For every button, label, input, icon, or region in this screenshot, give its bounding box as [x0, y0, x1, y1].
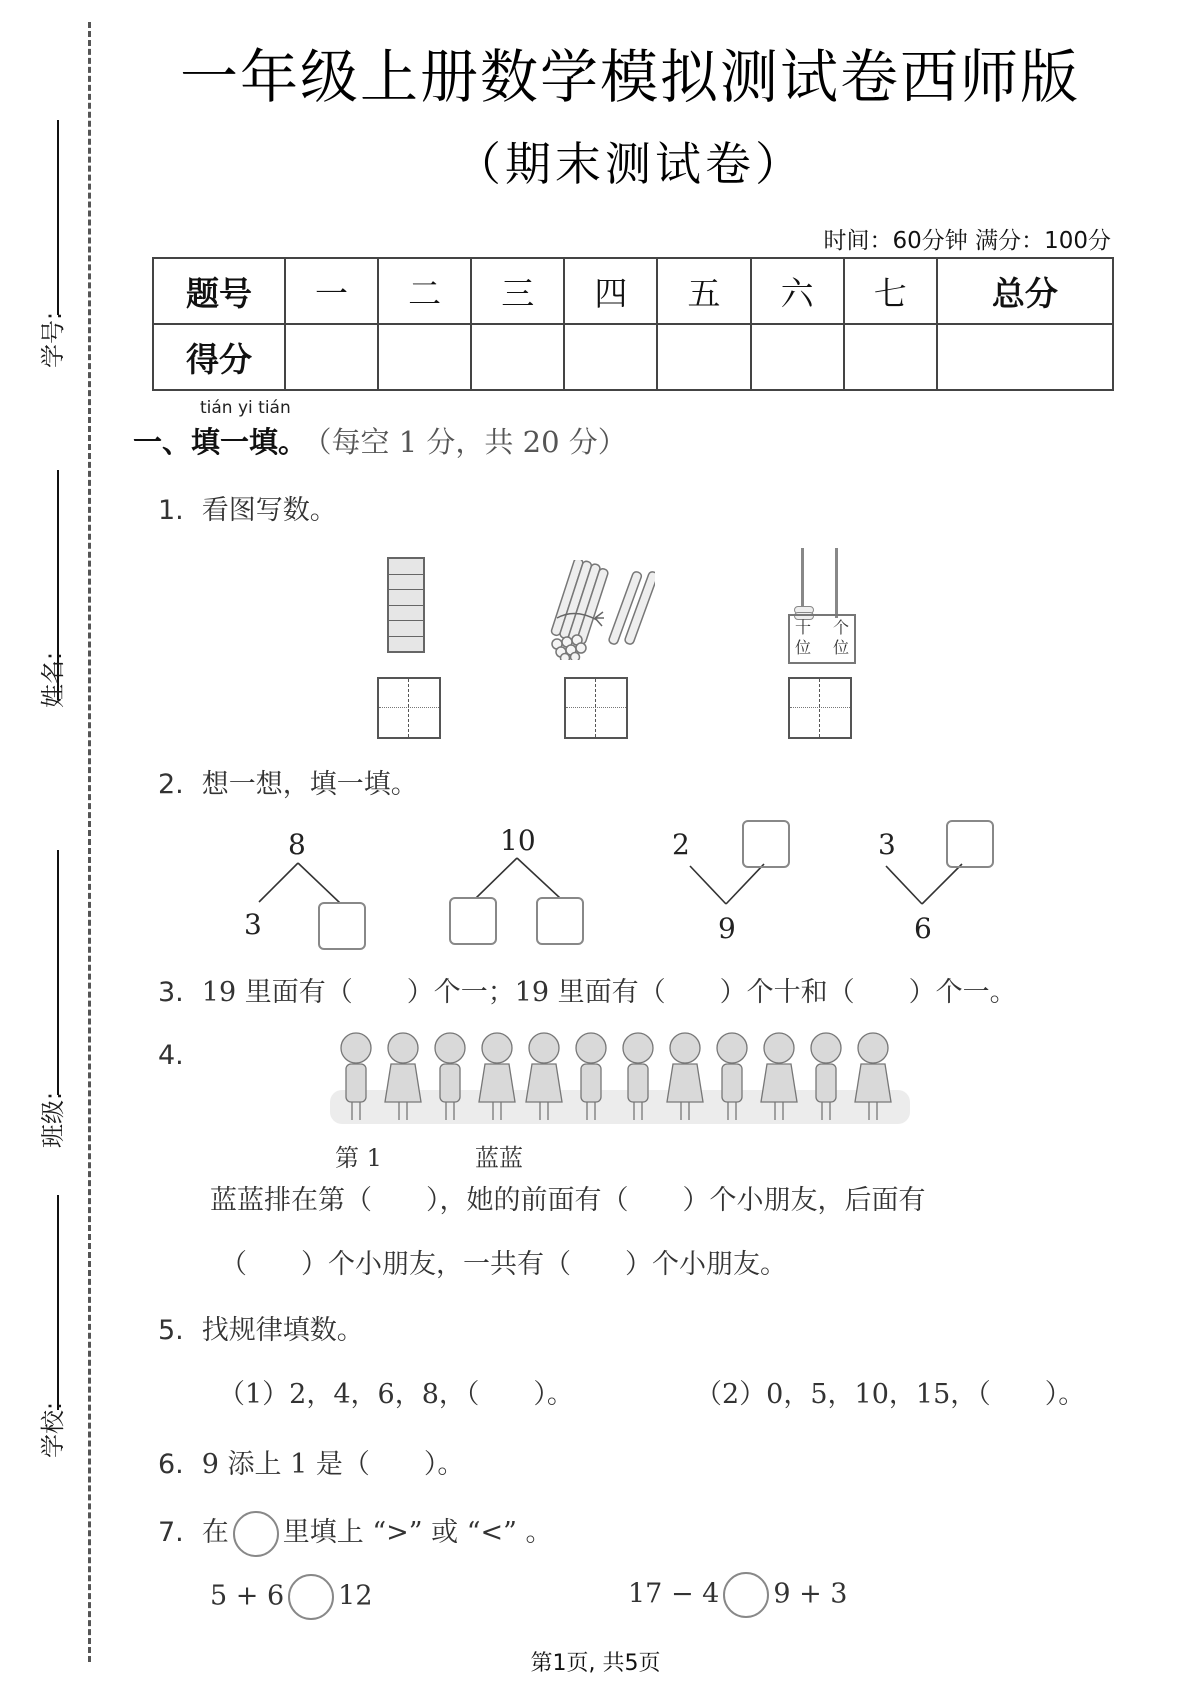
bond2-right-answer-box[interactable] [536, 897, 584, 945]
question-text: 在 [201, 1517, 229, 1548]
question-4 [158, 1040, 202, 1071]
question-number: 3. [158, 977, 184, 1008]
student-id-label: 学号: [38, 311, 67, 369]
question-number: 1. [158, 495, 184, 526]
bond4-left: 3 [878, 828, 896, 861]
column-header: 三 [471, 258, 564, 324]
question-text[interactable]: 19 里面有（ ）个一；19 里面有（ ）个十和（ ）个一。 [201, 977, 1017, 1008]
question-text: 想一想，填一填。 [201, 769, 418, 800]
question-4-line-2 [220, 1242, 787, 1281]
comparison-2 [628, 1572, 847, 1618]
bond3-bottom: 9 [718, 912, 736, 945]
question-text: 看图写数。 [201, 495, 337, 526]
name-label: 姓名: [38, 651, 67, 709]
bond1-top: 8 [288, 828, 306, 861]
comparison-1-answer-circle[interactable] [288, 1574, 334, 1620]
column-header: 七 [844, 258, 937, 324]
bond3-left: 2 [672, 828, 690, 861]
tens-label-top: 十 [795, 618, 812, 637]
question-4-line-1 [210, 1178, 926, 1217]
question-text: 里填上 “>” 或 “<” 。 [282, 1517, 553, 1548]
question-number: 6. [158, 1449, 184, 1480]
page-number: 第1页, 共5页 [530, 1651, 661, 1676]
question-5-part-1 [218, 1372, 574, 1411]
bond2-left-answer-box[interactable] [449, 897, 497, 945]
lanlan-label: 蓝蓝 [475, 1144, 523, 1172]
bond4-answer-box[interactable] [946, 820, 994, 868]
expression-right: 9 + 3 [773, 1578, 848, 1610]
section-pinyin: tián yi tián [200, 398, 291, 418]
expression-left: 5 + 6 [210, 1580, 285, 1612]
column-header: 五 [657, 258, 750, 324]
question-text[interactable]: 9 添上 1 是（ ）。 [201, 1449, 465, 1480]
section-number: 一、 [133, 425, 192, 459]
exam-meta: 时间：60分钟 满分：100分 [823, 228, 1111, 254]
sequence-2[interactable]: （2）0，5，10，15，（ ）。 [695, 1379, 1086, 1410]
score-label-cell: 得分 [153, 324, 285, 390]
column-header: 一 [285, 258, 378, 324]
expression-left: 17 − 4 [628, 1578, 720, 1610]
section-score-note: （每空 1 分，共 20 分） [317, 425, 627, 459]
question-text[interactable]: 蓝蓝排在第（ ），她的前面有（ ）个小朋友，后面有 [210, 1185, 926, 1216]
tens-label-bottom: 位 [795, 638, 812, 657]
question-text: 找规律填数。 [201, 1315, 364, 1346]
section-title: 填一填。 [191, 425, 308, 459]
class-label: 班级: [38, 1091, 67, 1149]
bond2-top: 10 [500, 824, 536, 857]
question-number: 4. [158, 1040, 184, 1071]
bond1-left: 3 [244, 908, 262, 941]
column-header: 四 [564, 258, 657, 324]
ones-label-bottom: 位 [833, 638, 850, 657]
question-number: 7. [158, 1517, 184, 1548]
question-3 [158, 970, 1017, 1009]
column-header: 六 [751, 258, 844, 324]
bond4-bottom: 6 [914, 912, 932, 945]
example-circle-icon [233, 1511, 279, 1557]
first-position-label: 第 1 [335, 1144, 382, 1172]
column-header: 总分 [937, 258, 1113, 324]
question-7 [158, 1510, 553, 1557]
header-label-cell: 题号 [153, 258, 285, 324]
page-title: 一年级上册数学模拟测试卷西师版 [179, 43, 1080, 111]
sequence-1[interactable]: （1）2，4，6，8，（ ）。 [218, 1379, 574, 1410]
column-header: 二 [378, 258, 471, 324]
comparison-2-answer-circle[interactable] [723, 1572, 769, 1618]
question-number: 2. [158, 769, 184, 800]
expression-right: 12 [338, 1580, 373, 1612]
page-subtitle: （期末测试卷） [455, 137, 805, 191]
children-line-illustration [330, 1030, 910, 1130]
bond3-answer-box[interactable] [742, 820, 790, 868]
question-5 [158, 1308, 364, 1347]
question-6 [158, 1442, 464, 1481]
comparison-1 [210, 1574, 373, 1620]
question-number: 5. [158, 1315, 184, 1346]
bond1-answer-box[interactable] [318, 902, 366, 950]
question-5-part-2 [695, 1372, 1085, 1411]
school-label: 学校: [38, 1401, 67, 1459]
ones-label-top: 个 [833, 618, 850, 637]
question-text[interactable]: （ ）个小朋友，一共有（ ）个小朋友。 [220, 1249, 787, 1280]
